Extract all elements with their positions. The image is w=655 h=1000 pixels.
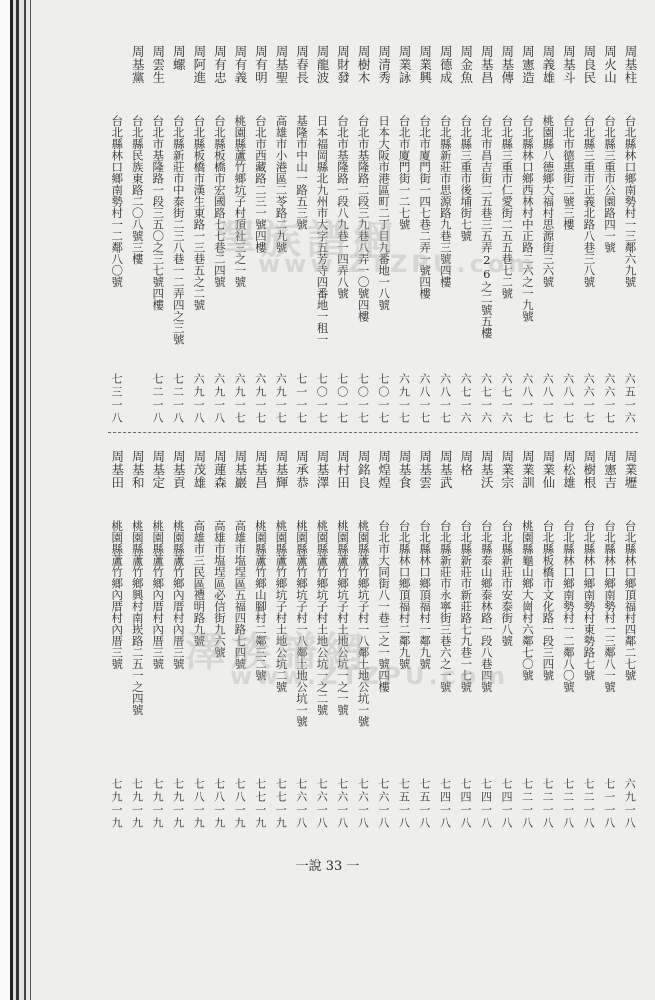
entry-page: 七〇一七 [376,373,390,425]
entry-name: 周基雲 [417,450,433,489]
entry-page: 六八一七 [438,373,452,425]
entry-address: 台北縣新莊市永寧街三巷六之一號 [438,520,453,693]
entry-name: 周業宗 [499,450,515,489]
entry-name: 周業詠 [397,45,413,84]
entry-page: 六九一七 [233,373,247,425]
entry-page: 七四一八 [500,778,514,830]
entry-page: 七〇一七 [356,373,370,425]
entry-address: 台北縣泰山鄉泰林路一段八巷四號 [479,520,494,693]
entry-name: 周樹根 [581,450,597,489]
entry-address: 台北市基隆路二段三九巷八弄一〇號四樓 [356,115,371,322]
entry-page: 六七一六 [500,373,514,425]
watermark-text: 澤族譜網 [185,629,369,675]
entry-address: 台北縣林口鄉南勢村一二鄰八〇號 [561,520,576,693]
entry-page: 七〇一七 [335,373,349,425]
entry-address: 台北縣林口鄉南勢村一三鄰八一號 [602,520,617,693]
entry-page: 六九一七 [397,373,411,425]
entry-name: 周憲吉 [602,450,618,489]
entry-address: 台北縣三重市後埔街七號 [459,115,474,242]
entry-name: 周基貢 [171,450,187,489]
entry-name: 周春長 [294,45,310,84]
entry-name: 周村田 [335,450,351,489]
entry-page: 六九一八 [192,373,206,425]
entry-name: 周良民 [581,45,597,84]
entry-page: 七六一八 [335,778,349,830]
entry-page: 七九一九 [130,778,144,830]
entry-page: 七四一八 [458,778,472,830]
register-entry [558,45,579,425]
register-entry [578,450,599,830]
entry-address: 桃園縣蘆竹鄉山腳村二鄰三二號 [253,520,268,681]
register-entry [106,450,127,830]
entry-address: 台北縣三重市公園路四一號 [602,115,617,253]
register-entry [414,45,435,425]
entry-page: 七八一九 [233,778,247,830]
entry-page: 六九一七 [253,373,267,425]
register-entry [496,45,517,425]
entry-page: 七二一八 [151,373,165,425]
entry-name: 周格 [458,450,474,476]
entry-address: 台北縣新莊市思源路九巷三號四樓 [438,115,453,288]
register-entry [619,450,640,830]
entry-address: 桃園縣蘆竹鄉坑子村土地公坑一之一號 [336,520,351,716]
entry-name: 周樹木 [356,45,372,84]
entry-page: 七六一八 [315,778,329,830]
entry-name: 周基傳 [499,45,515,84]
entry-page: 七〇一七 [315,373,329,425]
register-entry [168,45,189,425]
watermark-url: www.ZTZPU.com [230,662,510,690]
register-entry [435,45,456,425]
entry-page: 七二一八 [541,778,555,830]
entry-address: 台北縣林口鄉南勢村一二鄰八〇號 [110,115,125,288]
register-entry [373,450,394,830]
entry-page: 七二一八 [582,778,596,830]
entry-page: 六七一六 [479,373,493,425]
entry-page: 七六一八 [356,778,370,830]
register-entry [435,450,456,830]
entry-name: 周憲造 [520,45,536,84]
entry-page: 七八一九 [192,778,206,830]
register-entry [127,45,148,420]
register-entry [476,450,497,830]
register-entry [106,45,127,425]
entry-page: 六五一六 [623,373,637,425]
entry-name: 周基柱 [622,45,638,84]
entry-page: 七二一八 [520,778,534,830]
register-entry [147,450,168,830]
register-entry [517,450,538,830]
entry-page: 六六一七 [602,373,616,425]
entry-address: 台北縣板橋市宏國路七七巷二四號 [212,115,227,288]
entry-page: 七八一九 [212,778,226,830]
register-entry [578,45,599,425]
entry-page: 七二一八 [171,373,185,425]
entry-name: 周基澤 [315,450,331,489]
entry-name: 周基定 [150,450,166,489]
entry-address: 高雄市小港區二苓路二九號 [274,115,289,253]
entry-page: 七四一八 [438,778,452,830]
entry-address: 台北縣三重市正義北路八巷三八號 [582,115,597,288]
entry-address: 台北縣林口鄉頂福村一鄰九號 [418,520,433,670]
entry-address: 台北市廈門街一二七號 [397,115,412,230]
entry-address: 台北縣板橋市漢生東路一三巷五之二號 [192,115,207,311]
entry-address: 台北縣新莊市安泰街八號 [500,520,515,647]
entry-name: 周業興 [417,45,433,84]
entry-name: 周基和 [130,450,146,489]
register-entry [599,45,620,425]
entry-address: 台北市基隆路一段三五〇之三七號四樓 [151,115,166,311]
entry-page: 七三一八 [109,373,123,425]
register-entry [455,45,476,425]
entry-name: 周有義 [232,45,248,84]
entry-name: 周基沃 [479,450,495,489]
entry-address: 台北縣林口鄉西林村中正路二六之一九號 [520,115,535,322]
entry-address: 台北市西藏路二三一號四樓 [253,115,268,253]
page-number-footer: 一說 33 一 [295,859,360,874]
entry-address: 桃園縣龜山鄉大崗村六鄰七〇號 [520,520,535,681]
register-entry [476,45,497,425]
entry-name: 周承恭 [294,450,310,489]
entry-address: 高雄市三民區禮明路九號 [192,520,207,647]
entry-name: 周有明 [253,45,269,84]
watermark-url: www.ZTZPU.com [258,250,538,278]
entry-address: 桃園縣蘆竹鄉坑子村土地公坑二號 [274,520,289,693]
entry-address: 台北縣板橋市文化路一段三四號 [541,520,556,681]
register-entry [537,45,558,425]
entry-page: 七九一九 [109,778,123,830]
entry-address: 高雄市塩埕區五福四路七四號 [233,520,248,670]
entry-name: 周業仙 [540,450,556,489]
entry-address: 桃園縣蘆竹鄉內厝村內厝三號 [171,520,186,670]
entry-address: 桃園縣蘆竹鄉興村南崁路二五一之四號 [130,520,145,716]
entry-page: 七七一九 [274,778,288,830]
entry-page: 六九一八 [212,373,226,425]
entry-address: 桃園縣蘆竹鄉坑子村頂社三之一號 [233,115,248,288]
entry-name: 周金魚 [458,45,474,84]
entry-page: 六八一七 [541,373,555,425]
register-entry [496,450,517,830]
entry-page: 七五一八 [397,778,411,830]
entry-name: 周有忠 [212,45,228,84]
entry-address: 台北縣林口鄉南勢村東勢路七號 [582,520,597,681]
entry-name: 周業訓 [520,450,536,489]
entry-page: 七五一八 [417,778,431,830]
entry-address: 台北縣新莊市中泰街二三八巷一二弄四之三號 [171,115,186,345]
register-entry [517,45,538,425]
entry-address: 高雄市塩埕區必信街九六號 [212,520,227,658]
entry-address: 台北市昌吉街二五巷三五弄26之二號五樓 [479,115,494,339]
entry-address: 基隆市中山一路五三號 [294,115,309,230]
register-entry [599,450,620,830]
entry-address: 日本大阪市港區町二丁目九番地一八號 [377,115,392,311]
register-entry [619,45,640,425]
watermark-text: 澤族譜網 [215,217,399,263]
entry-name: 周阿進 [191,45,207,84]
section-divider [108,432,638,433]
register-entry [414,450,435,830]
entry-name: 周基黨 [130,45,146,84]
entry-page: 七六一八 [294,778,308,830]
register-entry [147,45,168,425]
entry-name: 周松雄 [561,450,577,489]
entry-name: 周基田 [109,450,125,489]
entry-page: 六八一七 [561,373,575,425]
register-entry [127,450,148,830]
entry-page: 六七一六 [458,373,472,425]
book-spine-shadow [0,0,40,1000]
entry-page: 七四一八 [479,778,493,830]
entry-name: 周茂雄 [191,450,207,489]
entry-name: 周基聖 [273,45,289,84]
entry-name: 周基食 [397,450,413,489]
entry-page: 七一一八 [602,778,616,830]
entry-name: 周火山 [602,45,618,84]
register-entry [394,450,415,830]
entry-name: 周清秀 [376,45,392,84]
entry-page: 六八一七 [417,373,431,425]
register-entry [537,450,558,830]
entry-name: 周基武 [438,450,454,489]
entry-name: 周煌煌 [376,450,392,489]
entry-page: 七一一七 [294,373,308,425]
entry-address: 台北縣新莊市新莊路七九巷一七號 [459,520,474,693]
entry-address: 桃園縣蘆竹鄉內厝村內厝三號 [151,520,166,670]
entry-name: 周基昌 [479,45,495,84]
entry-name: 周螺 [171,45,187,71]
entry-page: 七七一九 [253,778,267,830]
entry-address: 台北市大同街八一巷二之一號四樓 [377,520,392,693]
entry-page: 六六一七 [582,373,596,425]
entry-address: 台北市德惠街二號三樓 [561,115,576,230]
entry-page: 六八一七 [520,373,534,425]
entry-address: 台北縣林口鄉頂福村二鄰九號 [397,520,412,670]
entry-name: 周銘良 [356,450,372,489]
register-entry [558,450,579,830]
entry-address: 桃園縣蘆竹鄉坑子村一八鄰土地公坑一號 [356,520,371,727]
entry-address: 台北縣三重市仁愛街二五五巷七二號 [500,115,515,299]
entry-name: 周基昌 [253,450,269,489]
entry-name: 周業壢 [622,450,638,489]
entry-address: 日本福岡縣北九州市大字五芳寺四番地一租一 [315,115,330,345]
entry-address: 台北市基隆路一段八九巷一四弄八號 [336,115,351,299]
register-entry [455,450,476,830]
entry-address: 桃園縣蘆竹鄉坑子村土地公坑一之二號 [315,520,330,716]
entry-address: 台北市廈門街一四七巷二弄一號四樓 [418,115,433,299]
entry-name: 周基巖 [232,450,248,489]
entry-address: 台北縣民族東路二〇八號三樓 [130,115,145,265]
entry-name: 周財發 [335,45,351,84]
entry-page: 七九一九 [171,778,185,830]
entry-address: 桃園縣八德鄉大福村思源街三六號 [541,115,556,288]
entry-name: 周雲生 [150,45,166,84]
entry-page: 六九一七 [274,373,288,425]
entry-name: 周基斗 [561,45,577,84]
entry-name: 周基輝 [273,450,289,489]
entry-page: 七六一八 [376,778,390,830]
entry-page: 七二一八 [561,778,575,830]
entry-name: 周龍波 [315,45,331,84]
entry-address: 台北縣林口鄉南勢村一三鄰六九號 [623,115,638,288]
entry-page: 七九一九 [151,778,165,830]
entry-address: 桃園縣蘆竹鄉內厝村內厝三號 [110,520,125,670]
entry-address: 桃園縣蘆竹鄉坑子村一八鄰土地公坑一號 [294,520,309,727]
register-entry [188,45,209,425]
entry-name: 周蓮森 [212,450,228,489]
entry-address: 台北縣林口鄉頂福村四鄰二七號 [623,520,638,681]
entry-page: 六九一八 [623,778,637,830]
entry-name: 周德成 [438,45,454,84]
entry-name: 周義雄 [540,45,556,84]
